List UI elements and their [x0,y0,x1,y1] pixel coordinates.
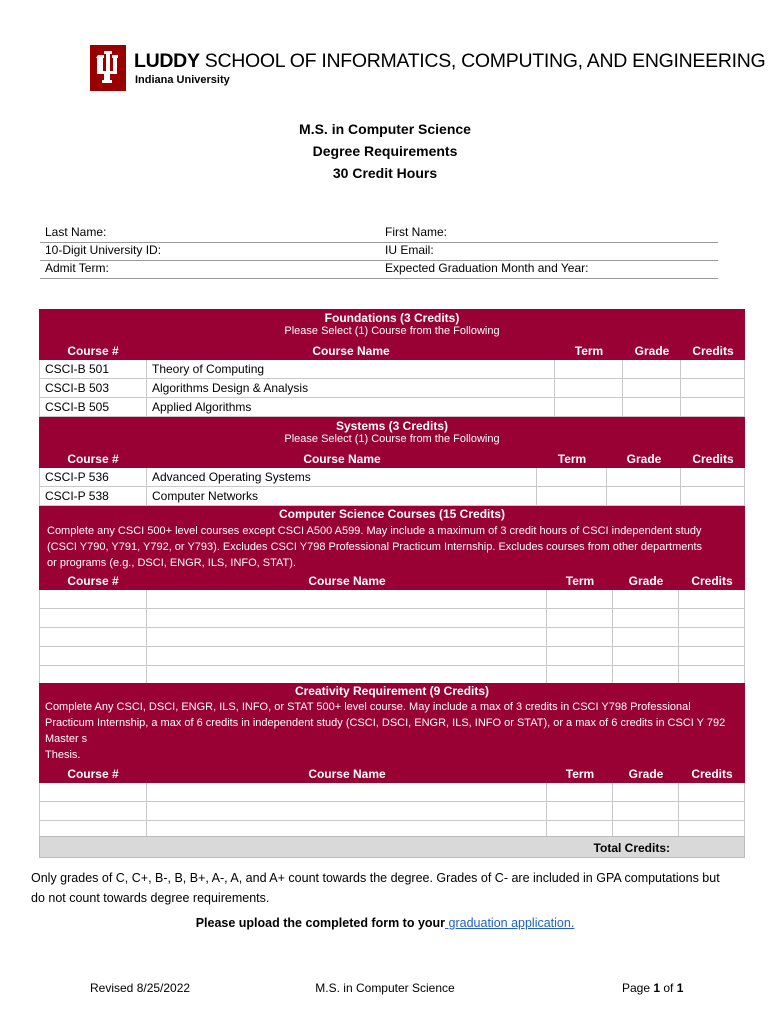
course-number: CSCI-B 501 [39,360,147,378]
col-term: Term [557,452,587,466]
note-line-1: Only grades of C, C+, B-, B, B+, A-, A, and A+ count towards the degree. Grades of C- are included in GPA computations but [31,871,720,885]
col-course: Course # [67,344,119,358]
graduation-application-link[interactable]: graduation application. [445,916,575,930]
last-name-field[interactable]: Last Name: [45,225,107,239]
university-name: Indiana University [135,74,230,86]
table-row [39,360,745,379]
table-row[interactable] [39,783,745,802]
foundations-column-header [39,342,745,360]
creativity-desc-line-1: Complete Any CSCI, DSCI, ENGR, ILS, INFO, or STAT 500+ level course. May include a max of 3 credits in CSCI Y798 Professional [45,701,691,713]
cs-desc-line-3: or programs (e.g., DSCI, ENGR, ILS, INFO, STAT). [47,557,296,569]
term-cell[interactable] [555,379,623,397]
title-line-2: Degree Requirements [312,143,458,159]
cs-courses-rows [39,590,745,685]
page-of: of [660,981,677,995]
col-name: Course Name [308,767,386,781]
col-term: Term [574,344,604,358]
col-name: Course Name [308,574,386,588]
systems-header [39,417,745,450]
term-cell[interactable] [537,487,607,505]
col-name: Course Name [312,344,390,358]
col-course: Course # [67,574,119,588]
col-term: Term [565,574,595,588]
course-name: Algorithms Design & Analysis [147,379,555,397]
cs-desc-line-2: (CSCI Y790, Y791, Y792, or Y793). Excludes CSCI Y798 Professional Practicum Internship. Excludes courses from other departments [47,541,703,553]
table-row[interactable] [39,628,745,647]
title-line-3: 30 Credit Hours [332,165,438,181]
credits-cell[interactable] [681,398,745,416]
col-course: Course # [67,452,119,466]
school-name [134,50,765,73]
col-credits: Credits [692,452,734,466]
first-name-field[interactable]: First Name: [385,225,448,239]
term-cell[interactable] [555,398,623,416]
creativity-description [39,698,745,763]
col-grade: Grade [628,767,664,781]
admit-term-field[interactable]: Admit Term: [45,261,109,275]
total-credits-label: Total Credits: [593,841,670,855]
col-credits: Credits [691,574,733,588]
cs-desc-line-1: Complete any CSCI 500+ level courses except CSCI A500 A599. May include a maximum of 3 credit hours of CSCI independent study [47,525,702,537]
systems-rows [39,468,745,506]
info-row-term [40,260,718,279]
course-name: Applied Algorithms [147,398,555,416]
cs-courses-description [39,521,745,571]
school-name-rest: SCHOOL OF INFORMATICS, COMPUTING, AND ENGINEERING [199,50,766,72]
grade-cell[interactable] [607,487,681,505]
page-total: 1 [676,981,684,995]
creativity-column-header [39,765,745,783]
col-grade: Grade [634,344,670,358]
table-row[interactable] [39,647,745,666]
table-row[interactable] [39,802,745,821]
cs-courses-column-header [39,572,745,590]
creativity-desc-line-4: Thesis. [45,749,81,761]
expected-grad-field[interactable]: Expected Graduation Month and Year: [385,261,589,275]
grade-cell[interactable] [623,379,681,397]
iu-email-field[interactable]: IU Email: [385,243,434,257]
foundations-subtitle: Please Select (1) Course from the Following [284,325,500,337]
page-title [0,118,770,184]
grade-cell[interactable] [623,398,681,416]
school-name-bold: LUDDY [134,50,200,72]
table-row [39,468,745,487]
col-grade: Grade [628,574,664,588]
col-course: Course # [67,767,119,781]
info-row-names [40,224,718,243]
term-cell[interactable] [537,468,607,486]
systems-title: Systems (3 Credits) [335,419,449,433]
table-row[interactable] [39,590,745,609]
creativity-desc-line-3: Master s [45,733,88,745]
grade-cell[interactable] [607,468,681,486]
course-number: CSCI-B 505 [39,398,147,416]
creativity-title: Creativity Requirement (9 Credits) [294,684,490,698]
credits-cell[interactable] [681,379,745,397]
credits-cell[interactable] [681,360,745,378]
course-number: CSCI-P 538 [39,487,147,505]
foundations-rows [39,360,745,417]
credits-cell[interactable] [681,468,745,486]
upload-text: Please upload the completed form to your [195,916,446,930]
cs-courses-header [39,506,745,572]
cs-courses-title: Computer Science Courses (15 Credits) [278,507,506,521]
upload-instruction [0,916,770,930]
course-number: CSCI-B 503 [39,379,147,397]
title-line-1: M.S. in Computer Science [299,121,471,137]
course-name: Advanced Operating Systems [147,468,537,486]
credits-cell[interactable] [681,487,745,505]
col-credits: Credits [692,344,734,358]
systems-subtitle: Please Select (1) Course from the Following [284,433,500,445]
note-line-2: do not count towards degree requirements. [31,891,270,905]
term-cell[interactable] [555,360,623,378]
foundations-header [39,309,745,342]
info-row-id [40,242,718,261]
foundations-title: Foundations (3 Credits) [324,311,460,325]
creativity-desc-line-2: Practicum Internship, a max of 6 credits in independent study (CSCI, DSCI, ENGR, ILS, INFO or STAT), or a max of 6 credits in CSCI Y 792 [45,717,726,729]
col-name: Course Name [303,452,381,466]
total-credits-row [39,836,745,858]
creativity-rows [39,783,745,840]
table-row [39,487,745,506]
col-grade: Grade [626,452,662,466]
course-name: Computer Networks [147,487,537,505]
university-id-field[interactable]: 10-Digit University ID: [45,243,162,257]
table-row [39,398,745,417]
grade-policy-note [31,868,731,908]
footer-title: M.S. in Computer Science [315,981,455,995]
col-credits: Credits [691,767,733,781]
table-row [39,379,745,398]
table-row[interactable] [39,609,745,628]
creativity-header [39,683,745,765]
course-name: Theory of Computing [147,360,555,378]
page-number: 1 [653,981,661,995]
col-term: Term [565,767,595,781]
page-prefix: Page [622,981,654,995]
grade-cell[interactable] [623,360,681,378]
footer-page [622,981,683,995]
systems-column-header [39,450,745,468]
iu-trident-logo-icon [90,45,126,91]
course-number: CSCI-P 536 [39,468,147,486]
footer-revised: Revised 8/25/2022 [90,981,191,995]
